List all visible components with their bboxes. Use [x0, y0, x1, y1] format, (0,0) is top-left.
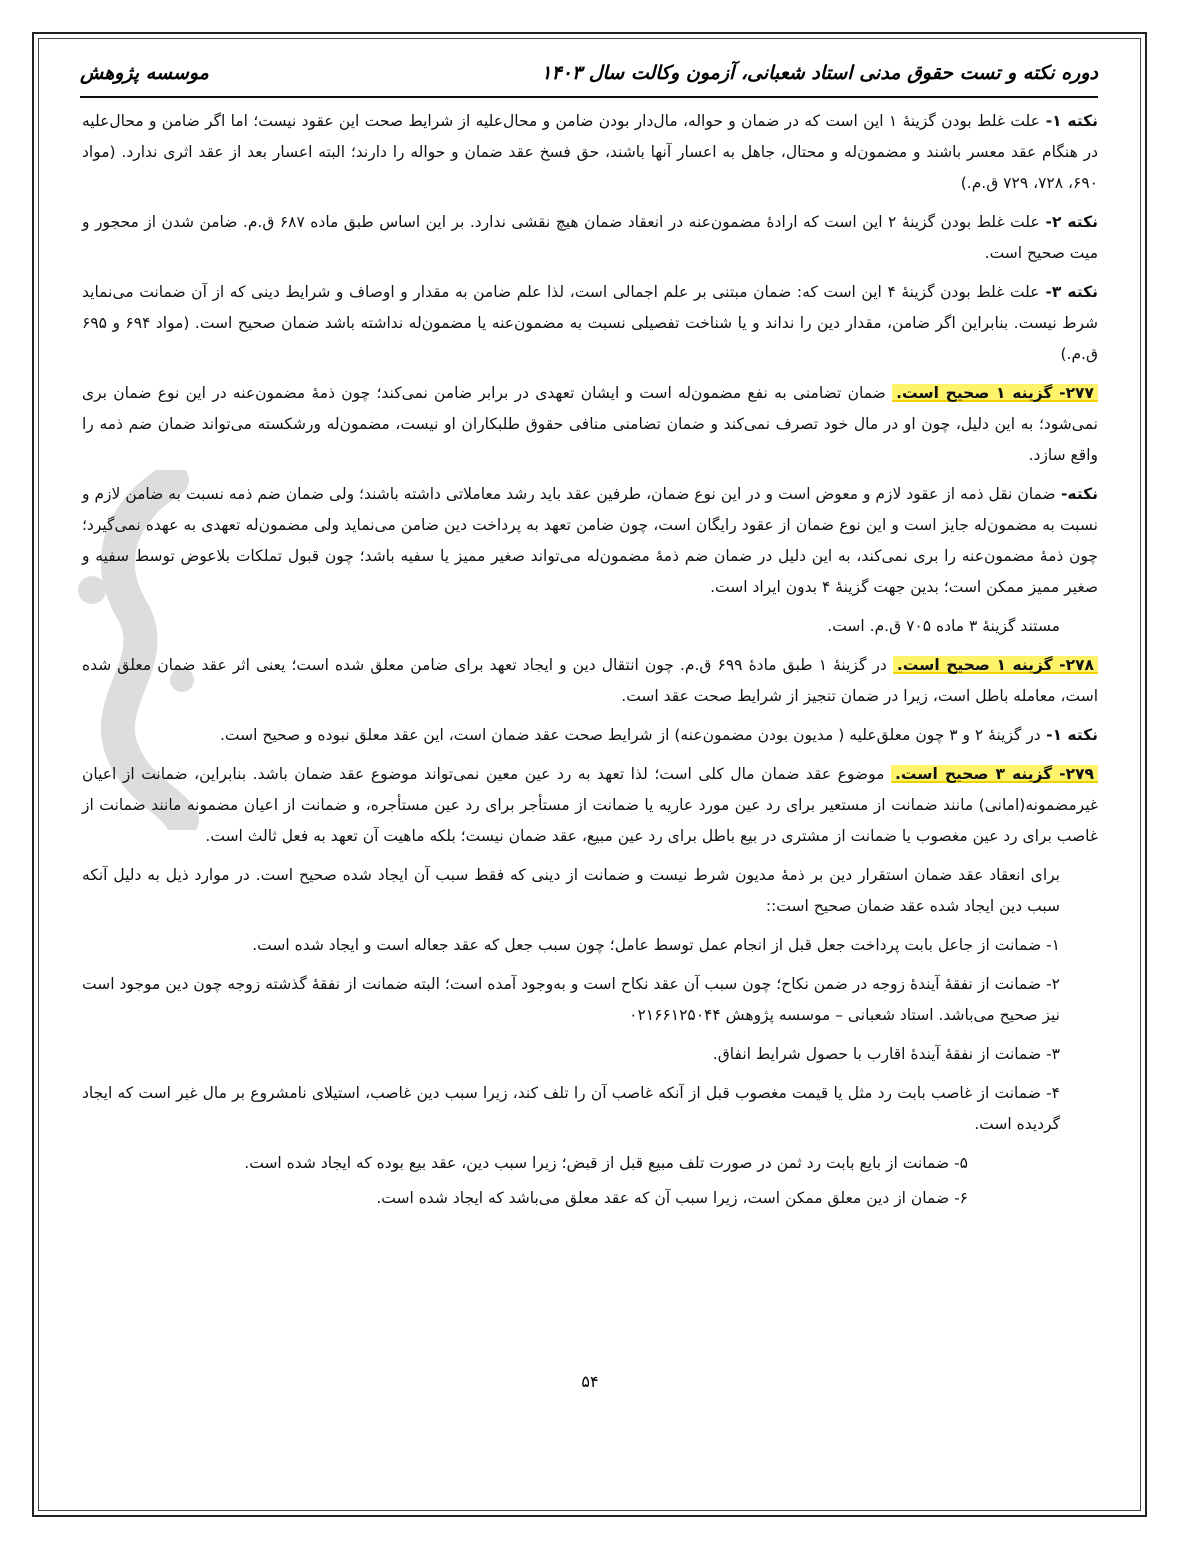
paragraph-text: ۲- ضمانت از نفقهٔ آیندهٔ زوجه در ضمن نکاح؛ چون سبب آن عقد نکاح است و به‌وجود آمده است؛ البته ضمانت از نفقهٔ گذشته زوجه چون دین موجود است نیز صحیح می‌باشد. استاد شعبانی – موسسه پژوهش ۰۲۱۶۶۱۲۵۰۴۴: [82, 975, 1060, 1024]
paragraph-text: در گزینهٔ ۱ طبق مادهٔ ۶۹۹ ق.م. چون انتقال دین و ایجاد تعهد برای ضامن معلق شده است؛ یعنی اثر عقد ضمان معلق شده است، معامله باطل است، زیرا در ضمان تنجیز از شرایط صحت عقد است.: [82, 656, 1098, 705]
note-label: نکته ۲-: [1039, 213, 1098, 231]
paragraph-text: علت غلط بودن گزینهٔ ۱ این است که در ضمان و حواله، مال‌دار بودن ضامن و محال‌علیه از شرایط صحت این عقود نیست؛ اما اگر ضامن و محال‌علیه در هنگام عقد معسر باشند و مضمون‌له و محتال، جاهل به اعسار آنها باشند، حق فسخ عقد ضمان و حواله را دارند؛ البته اعسار بعد از عقد اثری ندارد. (مواد ۶۹۰، ۷۲۸، ۷۲۹ ق.م.): [82, 112, 1098, 192]
note-label: نکته-: [1055, 485, 1098, 503]
answer-paragraph: [82, 759, 1098, 852]
header-divider: [80, 96, 1098, 98]
paragraph-text: در گزینهٔ ۲ و ۳ چون معلق‌علیه ( مدیون بودن مضمون‌عنه) از شرایط صحت عقد ضمان است، این عقد معلق نبوده و صحیح است.: [219, 726, 1041, 744]
answer-paragraph: [82, 378, 1098, 471]
paragraph-text: علت غلط بودن گزینهٔ ۲ این است که ارادهٔ مضمون‌عنه در انعقاد ضمان هیچ نقشی ندارد. بر این اساس طبق ماده ۶۸۷ ق.م. ضامن شدن از محجور و میت صحیح است.: [82, 213, 1098, 262]
paragraph-text: موضوع عقد ضمان مال کلی است؛ لذا تعهد به رد عین معین نمی‌تواند موضوع عقد ضمان باشد. بنابراین، ضمانت از اعیان غیرمضمونه(امانی) مانند ضمانت از مستعیر برای رد عین مورد عاریه یا ضمانت از مستأجر برای رد عین مستأجره، و ضمانت از اعیان مضمونه مانند ضمانت از غاصب برای رد عین مغصوب یا ضمانت از مشتری در بیع باطل برای رد عین مبیع، عقد ضمان نیست؛ بلکه ماهیت آن تعهد به فعل ثالث است.: [82, 765, 1098, 845]
note-paragraph: [82, 479, 1098, 603]
paragraph-text: ۱- ضمانت از جاعل بابت پرداخت جعل قبل از انجام عمل توسط عامل؛ چون سبب جعل که عقد جعاله است و ایجاد شده است.: [252, 936, 1060, 954]
note-label: نکته ۳-: [1039, 283, 1098, 301]
paragraph-text: برای انعقاد عقد ضمان استقرار دین بر ذمهٔ مدیون شرط نیست و ضمانت از دینی که فقط سبب آن ایجاد شده صحیح است. در موارد ذیل به دلیل آنکه سبب دین ایجاد شده عقد ضمان صحیح است::: [82, 866, 1060, 915]
page-header: [80, 58, 1098, 92]
paragraph-text: ۴- ضمانت از غاصب بابت رد مثل یا قیمت مغصوب قبل از آنکه غاصب آن را تلف کند، زیرا سبب دین غاصب، استیلای نامشروع بر مال غیر است که ایجاد گردیده است.: [82, 1084, 1060, 1133]
note-paragraph: [82, 720, 1098, 751]
text-paragraph: [82, 969, 1098, 1031]
paragraph-text: علت غلط بودن گزینهٔ ۴ این است که: ضمان مبتنی بر علم اجمالی است، لذا علم ضامن به مقدار و اوصاف و شرایط دینی که از آن ضمانت می‌نماید شرط نیست. بنابراین اگر ضامن، مقدار دین را نداند و یا شناخت تفصیلی نسبت به مضمون‌عنه یا مضمون‌له نداشته باشد ضمان صحیح است. (مواد ۶۹۴ و ۶۹۵ ق.م.): [82, 283, 1098, 363]
document-body: [82, 106, 1098, 1218]
text-paragraph: [82, 1039, 1098, 1070]
text-paragraph: [82, 1078, 1098, 1140]
paragraph-text: ۵- ضمانت از بایع بابت رد ثمن در صورت تلف مبیع قبل از قبض؛ زیرا سبب دین، عقد بیع بوده که ایجاد شده است.: [244, 1154, 968, 1172]
text-paragraph: [82, 1183, 1098, 1214]
answer-highlight: ۲۷۸- گزینه ۱ صحیح است.: [893, 656, 1098, 674]
paragraph-text: ۳- ضمانت از نفقهٔ آیندهٔ اقارب با حصول شرایط انفاق.: [712, 1045, 1060, 1063]
text-paragraph: [82, 1148, 1098, 1179]
paragraph-text: ضمان تضامنی به نفع مضمون‌له است و ایشان تعهدی در برابر ضامن نمی‌کند؛ چون ذمهٔ مضمون‌عنه در این نوع ضمان بری نمی‌شود؛ به این دلیل، چون او در مال خود تصرف نمی‌کند و ضمان تضامنی منافی حقوق طلبکاران او نیست، مضمون‌له ورشکسته می‌تواند ضمان ضم ذمه را واقع سازد.: [82, 384, 1098, 464]
text-paragraph: [82, 860, 1098, 922]
text-paragraph: [82, 611, 1098, 642]
header-title: دوره نکته و تست حقوق مدنی استاد شعبانی، آزمون وکالت سال ۱۴۰۳: [541, 62, 1098, 84]
note-paragraph: [82, 207, 1098, 269]
answer-highlight: ۲۷۷- گزینه ۱ صحیح است.: [892, 384, 1098, 402]
page-number: ۵۴: [581, 1372, 599, 1391]
answer-paragraph: [82, 650, 1098, 712]
answer-highlight: ۲۷۹- گزینه ۳ صحیح است.: [891, 765, 1098, 783]
paragraph-text: ۶- ضمان از دین معلق ممکن است، زیرا سبب آن که عقد معلق می‌باشد که ایجاد شده است.: [376, 1189, 968, 1207]
header-publisher: موسسه پژوهش: [80, 62, 209, 84]
paragraph-text: ضمان نقل ذمه از عقود لازم و معوض است و در این نوع ضمان، طرفین عقد باید رشد معاملاتی داشته باشند؛ ولی ضمان ضم ذمه نسبت به ضامن لازم و نسبت به مضمون‌له جایز است و این نوع ضمان از عقود رایگان است، چون ضامن تعهد به پرداخت دین ضامن می‌نماید ولی مضمون‌له تعهدی به عهده نمی‌گیرد؛ چون ذمهٔ مضمون‌عنه را بری نمی‌کند، به این دلیل در ضمان ضم ذمهٔ مضمون‌له می‌تواند صغیر ممیز یا سفیه باشد؛ چون قبول تملکات بلاعوض توسط سفیه و صغیر ممیز ممکن است؛ بدین جهت گزینهٔ ۴ بدون ایراد است.: [82, 485, 1098, 596]
note-label: نکته ۱-: [1040, 726, 1098, 744]
note-paragraph: [82, 277, 1098, 370]
text-paragraph: [82, 930, 1098, 961]
note-paragraph: [82, 106, 1098, 199]
paragraph-text: مستند گزینهٔ ۳ ماده ۷۰۵ ق.م. است.: [827, 617, 1060, 635]
note-label: نکته ۱-: [1039, 112, 1098, 130]
